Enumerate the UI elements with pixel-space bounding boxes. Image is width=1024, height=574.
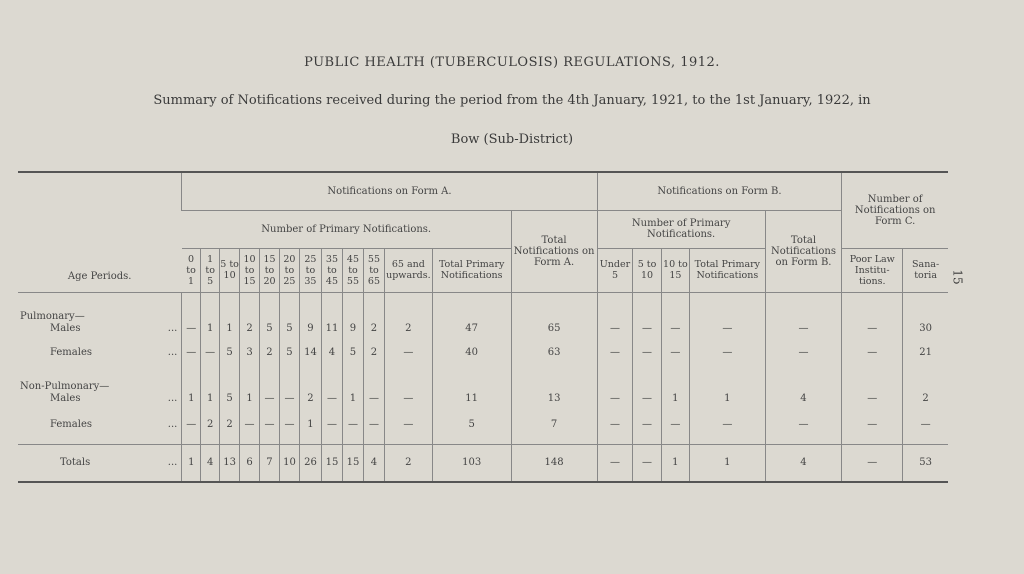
form-a-cell: 11 xyxy=(432,362,511,408)
form-a-cell: 6 xyxy=(240,444,260,482)
spacer-cell xyxy=(633,434,661,444)
form-a-cell: 13 xyxy=(220,444,240,482)
total-primary-b-header: Total Primary Notifications xyxy=(690,248,766,292)
leader-dots: ... xyxy=(167,347,178,358)
form-a-cell: 26 xyxy=(299,444,321,482)
form-c-cell: — xyxy=(842,408,903,434)
total-a-cell: 63 xyxy=(511,338,597,362)
total-a-cell: 7 xyxy=(511,408,597,434)
spacer-cell xyxy=(903,434,948,444)
totals-row xyxy=(18,444,948,482)
row-label: Males xyxy=(50,393,81,404)
spacer-cell xyxy=(511,434,597,444)
form-b-cell: — xyxy=(661,338,689,362)
row-label: Females xyxy=(50,419,93,430)
form-a-cell: 7 xyxy=(260,444,280,482)
form-b-cell: — xyxy=(597,444,633,482)
form-a-cell: 2 xyxy=(363,338,384,362)
age-col-header: 55 to 65 xyxy=(363,248,384,292)
age-period-cell xyxy=(18,292,182,338)
spacer-cell xyxy=(260,434,280,444)
form-b-header: Notifications on Form B. xyxy=(597,172,842,210)
group-label: Pulmonary— xyxy=(20,311,85,322)
spacer-cell xyxy=(690,434,766,444)
form-a-cell: 5 xyxy=(432,408,511,434)
age-col-header: 15 to 20 xyxy=(260,248,280,292)
form-a-cell: — xyxy=(260,408,280,434)
form-a-cell: — xyxy=(182,408,201,434)
form-b-cell: — xyxy=(597,362,633,408)
form-a-cell: 47 xyxy=(432,292,511,338)
form-a-cell: — xyxy=(201,338,220,362)
spacer-cell xyxy=(220,434,240,444)
form-a-cell: 11 xyxy=(321,292,342,338)
age-col-header: 20 to 25 xyxy=(279,248,299,292)
age-col-header: 65 and upwards. xyxy=(384,248,432,292)
district-line: Bow (Sub-District) xyxy=(450,132,574,147)
primary-b-header: Number of Primary Notifications. xyxy=(597,210,765,248)
form-b-cell: — xyxy=(633,292,661,338)
form-a-cell: 9 xyxy=(342,292,363,338)
row-label: Totals xyxy=(60,457,91,469)
form-a-cell: 2 xyxy=(299,362,321,408)
age-periods-header: Age Periods. xyxy=(18,172,182,292)
form-a-cell: 1 xyxy=(182,362,201,408)
form-a-cell: 4 xyxy=(201,444,220,482)
form-a-cell: 10 xyxy=(279,444,299,482)
spacer-cell xyxy=(321,434,342,444)
form-c-cell: — xyxy=(903,408,948,434)
total-b-cell: — xyxy=(765,292,842,338)
form-a-cell: 15 xyxy=(321,444,342,482)
spacer-cell xyxy=(342,434,363,444)
form-b-cell: — xyxy=(597,292,633,338)
form-a-cell: 14 xyxy=(299,338,321,362)
age-col-header: 10 to 15 xyxy=(240,248,260,292)
form-c-cell: — xyxy=(842,444,903,482)
form-a-cell: 103 xyxy=(432,444,511,482)
form-a-cell: 4 xyxy=(363,444,384,482)
age-col-header: 35 to 45 xyxy=(321,248,342,292)
form-a-cell: — xyxy=(384,338,432,362)
form-a-cell: 1 xyxy=(220,292,240,338)
form-a-cell: — xyxy=(363,362,384,408)
form-a-cell: 2 xyxy=(240,292,260,338)
form-b-cell: — xyxy=(633,444,661,482)
form-a-cell: 2 xyxy=(384,292,432,338)
notifications-table xyxy=(18,171,948,483)
spacer-cell xyxy=(299,434,321,444)
form-b-cell: — xyxy=(633,362,661,408)
age-col-header: 0 to 1 xyxy=(182,248,201,292)
table-row xyxy=(18,338,948,362)
form-a-cell: 5 xyxy=(220,338,240,362)
form-a-cell: 3 xyxy=(240,338,260,362)
form-a-cell: 1 xyxy=(182,444,201,482)
poor-law-header: Poor Law Institu-tions. xyxy=(842,248,903,292)
spacer-cell xyxy=(661,434,689,444)
form-a-cell: 5 xyxy=(220,362,240,408)
form-c-cell: — xyxy=(842,362,903,408)
spacer-cell xyxy=(240,434,260,444)
spacer-cell xyxy=(363,434,384,444)
total-b-cell: — xyxy=(765,408,842,434)
form-a-cell: 15 xyxy=(342,444,363,482)
row-label: Females xyxy=(50,347,93,358)
form-a-cell: 4 xyxy=(321,338,342,362)
form-b-cell: — xyxy=(690,408,766,434)
leader-dots: ... xyxy=(167,393,178,404)
leader-dots: ... xyxy=(167,419,178,430)
page-number: 15 xyxy=(950,269,965,285)
row-label: Males xyxy=(50,323,81,334)
age-period-cell xyxy=(18,362,182,408)
spacer-cell xyxy=(279,434,299,444)
form-c-cell: 21 xyxy=(903,338,948,362)
form-a-cell: — xyxy=(182,338,201,362)
form-a-cell: 1 xyxy=(201,362,220,408)
form-a-cell: 5 xyxy=(260,292,280,338)
form-b-cell: — xyxy=(597,338,633,362)
sanatoria-header: Sana-toria xyxy=(903,248,948,292)
form-a-header: Notifications on Form A. xyxy=(182,172,597,210)
age-col-header: 25 to 35 xyxy=(299,248,321,292)
form-b-cell: — xyxy=(597,408,633,434)
table-row xyxy=(18,362,948,408)
form-b-cell: — xyxy=(633,408,661,434)
form-a-cell: — xyxy=(182,292,201,338)
age-col-header: 1 to 5 xyxy=(201,248,220,292)
total-primary-a-header: Total Primary Notifications xyxy=(432,248,511,292)
form-a-cell: — xyxy=(260,362,280,408)
total-b-cell: — xyxy=(765,338,842,362)
age-col-b-header: 5 to 10 xyxy=(633,248,661,292)
form-a-cell: 2 xyxy=(220,408,240,434)
form-a-cell: 2 xyxy=(384,444,432,482)
total-b-cell: 4 xyxy=(765,444,842,482)
leader-dots: ... xyxy=(167,323,178,334)
form-a-cell: 2 xyxy=(260,338,280,362)
summary-line: Summary of Notifications received during the period from the 4th January, 1921, to the 1st January, 1922, in xyxy=(153,93,871,108)
total-a-cell: 148 xyxy=(511,444,597,482)
form-a-cell: — xyxy=(384,408,432,434)
spacer-cell xyxy=(201,434,220,444)
spacer-cell xyxy=(182,434,201,444)
form-a-cell: — xyxy=(363,408,384,434)
form-a-cell: — xyxy=(384,362,432,408)
page-title: PUBLIC HEALTH (TUBERCULOSIS) REGULATIONS, 1912. xyxy=(304,55,720,70)
form-a-cell: — xyxy=(240,408,260,434)
table-row xyxy=(18,292,948,338)
form-c-cell: 30 xyxy=(903,292,948,338)
total-a-header: Total Notifications on Form A. xyxy=(511,210,597,292)
form-a-cell: 1 xyxy=(342,362,363,408)
form-a-cell: 2 xyxy=(363,292,384,338)
form-c-cell: — xyxy=(842,338,903,362)
form-b-cell: — xyxy=(633,338,661,362)
form-b-cell: 1 xyxy=(690,444,766,482)
form-a-cell: — xyxy=(321,362,342,408)
spacer-cell xyxy=(597,434,633,444)
form-a-cell: 5 xyxy=(342,338,363,362)
total-a-cell: 13 xyxy=(511,362,597,408)
age-period-cell xyxy=(18,338,182,362)
age-col-header: 45 to 55 xyxy=(342,248,363,292)
form-b-cell: — xyxy=(661,408,689,434)
age-period-cell xyxy=(18,408,182,434)
spacer-row xyxy=(18,434,948,444)
group-label: Non-Pulmonary— xyxy=(20,381,110,392)
form-b-cell: 1 xyxy=(690,362,766,408)
form-c-cell: 2 xyxy=(903,362,948,408)
age-col-b-header: 10 to 15 xyxy=(661,248,689,292)
form-a-cell: — xyxy=(279,362,299,408)
form-a-cell: 5 xyxy=(279,292,299,338)
spacer-cell xyxy=(765,434,842,444)
form-a-cell: 5 xyxy=(279,338,299,362)
table-body xyxy=(18,292,948,482)
total-a-cell: 65 xyxy=(511,292,597,338)
leader-dots: ... xyxy=(167,457,178,469)
form-a-cell: — xyxy=(321,408,342,434)
form-a-cell: 1 xyxy=(240,362,260,408)
form-a-cell: 1 xyxy=(201,292,220,338)
form-c-cell: 53 xyxy=(903,444,948,482)
form-a-cell: 2 xyxy=(201,408,220,434)
form-c-cell: — xyxy=(842,292,903,338)
form-a-cell: — xyxy=(279,408,299,434)
form-b-cell: — xyxy=(690,292,766,338)
spacer-cell xyxy=(384,434,432,444)
form-b-cell: — xyxy=(661,292,689,338)
total-b-header: Total Notifications on Form B. xyxy=(765,210,842,292)
form-a-cell: 9 xyxy=(299,292,321,338)
form-a-cell: — xyxy=(342,408,363,434)
form-b-cell: 1 xyxy=(661,362,689,408)
table-row xyxy=(18,408,948,434)
age-col-header: 5 to 10 xyxy=(220,248,240,292)
form-b-cell: — xyxy=(690,338,766,362)
form-c-header: Number of Notifications on Form C. xyxy=(842,172,948,248)
form-b-cell: 1 xyxy=(661,444,689,482)
total-b-cell: 4 xyxy=(765,362,842,408)
spacer-cell xyxy=(432,434,511,444)
primary-a-header: Number of Primary Notifications. xyxy=(182,210,511,248)
age-period-cell xyxy=(18,444,182,482)
form-a-cell: 1 xyxy=(299,408,321,434)
spacer-cell xyxy=(842,434,903,444)
spacer-cell xyxy=(18,434,182,444)
age-col-b-header: Under 5 xyxy=(597,248,633,292)
form-a-cell: 40 xyxy=(432,338,511,362)
